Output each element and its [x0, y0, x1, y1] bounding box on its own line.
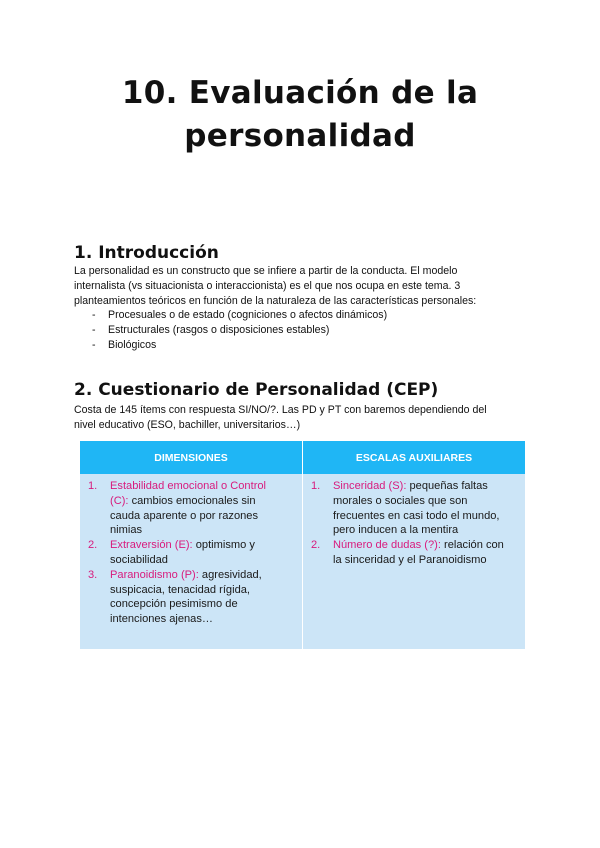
- item-desc: sociabilidad: [110, 553, 168, 566]
- item-term: Número de dudas: [333, 539, 422, 552]
- title-line-1: 10. Evaluación de la: [121, 75, 479, 111]
- section-1-heading: 1. Introducción: [74, 243, 219, 263]
- list-item: 2. Extraversión (E): optimismo y sociabilidad: [88, 539, 255, 566]
- item-number: 2.: [311, 539, 321, 552]
- escalas-list: [309, 479, 517, 568]
- item-number: 3.: [88, 568, 98, 581]
- item-desc: pequeñas faltas: [409, 480, 488, 492]
- item-term: Paranoidismo: [110, 568, 178, 581]
- item-desc: optimismo y: [195, 539, 255, 552]
- item-desc: relación con: [444, 539, 504, 552]
- item-desc: cauda aparente o por razones: [110, 509, 259, 522]
- column-header-escalas-auxiliares: ESCALAS AUXILIARES: [302, 441, 525, 474]
- item-code: (?): [424, 539, 438, 552]
- page-title: [0, 72, 600, 158]
- list-item-text: Biológicos: [108, 339, 157, 351]
- item-desc: nimias: [110, 524, 143, 537]
- item-code: (E): [174, 539, 190, 552]
- item-term: Estabilidad emocional o Control: [110, 480, 267, 492]
- list-item-text: Estructurales (rasgos o disposiciones estables): [108, 324, 330, 336]
- paragraph-line: internalista (vs situacionista o interaccionista) es el que nos ocupa en este tema. 3: [74, 280, 461, 292]
- title-line-2: personalidad: [184, 118, 416, 154]
- item-code: (P): [180, 568, 196, 581]
- column-header-dimensiones: DIMENSIONES: [154, 451, 228, 464]
- paragraph-line: La personalidad es un constructo que se infiere a partir de la conducta. El modelo: [74, 265, 458, 277]
- bullet-marker: -: [92, 324, 96, 336]
- list-item-text: Procesuales o de estado (cogniciones o afectos dinámicos): [108, 309, 388, 321]
- item-code: (C): [110, 494, 126, 507]
- section-2-heading: 2. Cuestionario de Personalidad (CEP): [74, 380, 439, 400]
- list-item: [92, 338, 387, 353]
- list-item: [92, 308, 387, 323]
- list-item: 1. Estabilidad emocional o Control (C): cambios emocionales sin cauda aparente o por razones nimias: [88, 480, 267, 537]
- item-term: Sinceridad: [333, 480, 386, 492]
- list-item: 2. Número de dudas (?): relación con la sinceridad y el Paranoidismo: [311, 539, 504, 566]
- paragraph-line: planteamientos teóricos en función de la naturaleza de las características personales:: [74, 295, 477, 307]
- item-desc: intenciones ajenas…: [110, 613, 213, 626]
- list-item: [92, 323, 387, 338]
- paragraph-line: Costa de 145 ítems con respuesta SI/NO/?. Las PD y PT con baremos dependiendo del: [74, 404, 487, 416]
- table-header-row: [80, 441, 525, 474]
- section-1-paragraph: [74, 264, 534, 309]
- dimensiones-list: [86, 479, 294, 627]
- item-number: 1.: [311, 480, 321, 492]
- item-desc: frecuentes en casi todo el mundo,: [333, 509, 500, 522]
- item-code: (S): [388, 480, 404, 492]
- item-desc: pero inducen a la mentira: [333, 524, 459, 537]
- item-desc: concepción pesimismo de: [110, 598, 238, 611]
- item-desc: agresividad,: [201, 568, 262, 581]
- item-term: Extraversión: [110, 539, 172, 552]
- dimensiones-cell: [80, 474, 302, 649]
- escalas-auxiliares-cell: [302, 474, 525, 649]
- item-desc: morales o sociales que son: [333, 494, 468, 507]
- list-item: 1. Sinceridad (S): pequeñas faltas morales o sociales que son frecuentes en casi todo el mundo, pero inducen a la mentira: [311, 480, 500, 537]
- section-1-bullet-list: [92, 308, 387, 353]
- item-desc: suspicacia, tenacidad rígida,: [110, 583, 250, 596]
- bullet-marker: -: [92, 309, 96, 321]
- table-body-row: [80, 474, 525, 649]
- section-2-paragraph: [74, 403, 534, 433]
- item-desc: la sinceridad y el Paranoidismo: [333, 553, 487, 566]
- item-number: 2.: [88, 539, 98, 552]
- list-item: 3. Paranoidismo (P): agresividad, suspicacia, tenacidad rígida, concepción pesimismo de intenciones ajenas…: [88, 568, 262, 626]
- bullet-marker: -: [92, 339, 96, 351]
- item-desc: cambios emocionales sin: [131, 494, 256, 507]
- item-number: 1.: [88, 480, 98, 492]
- paragraph-line: nivel educativo (ESO, bachiller, universitarios…): [74, 419, 301, 431]
